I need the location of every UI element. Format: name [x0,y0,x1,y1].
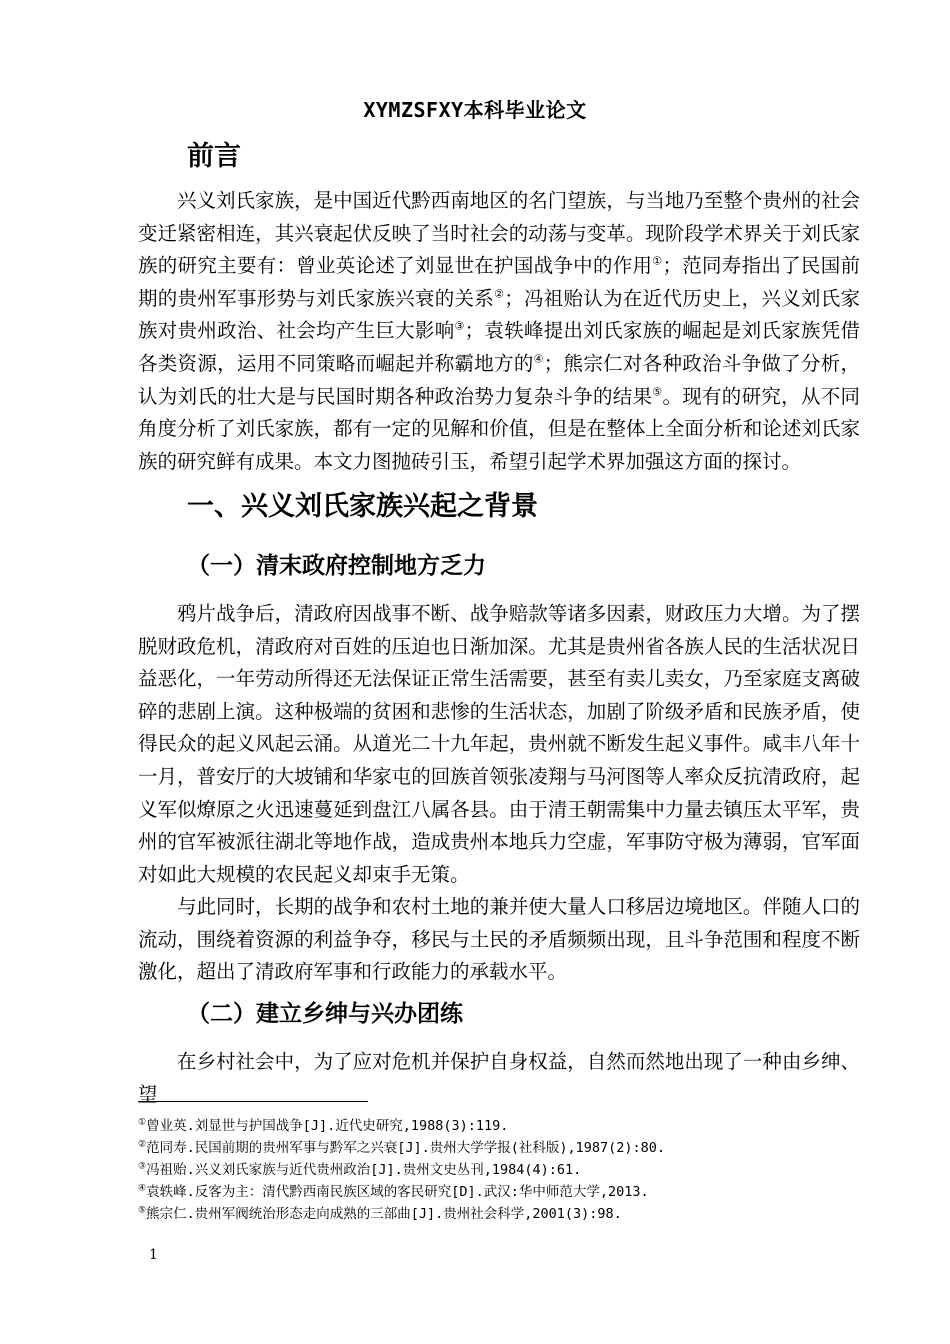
footnote-mark: ③ [138,1161,147,1172]
text-run: ；冯祖贻认为在近代历史上，兴义刘氏家族对贵州政治、社会均产生巨大影响 [138,286,860,343]
preface-paragraph [138,185,860,478]
footnote-ref: ② [494,287,505,301]
body-paragraph: 鸦片战争后，清政府因战事不断、战争赔款等诸多因素，财政压力大增。为了摆脱财政危机，清政府对百姓的压迫也日渐加深。尤其是贵州省各族人民的生活状况日益恶化，一年劳动所得还无法保证正常生活需要，甚至有卖儿卖女，乃至家庭支离破碎的悲剧上演。这种极端的贫困和悲惨的生活状态，加剧了阶级矛盾和民族矛盾，使得民众的起义风起云涌。从道光二十九年起，贵州就不断发生起义事件。咸丰八年十一月，普安厅的大坡铺和华家屯的回族首领张凌翔与马河图等人率众反抗清政府，起义军似燎原之火迅速蔓延到盘江八属各县。由于清王朝需集中力量去镇压太平军，贵州的官军被派往湖北等地作战，造成贵州本地兵力空虚，军事防守极为薄弱，官军面对如此大规模的农民起义却束手无策。 [138,602,860,886]
footnote-item [138,1159,858,1181]
subsection-heading: （一）清末政府控制地方乏力 [187,553,486,579]
footnote-text: 熊宗仁.贵州军阀统治形态走向成熟的三部曲[J].贵州社会科学,2001(3):98. [146,1206,622,1222]
footnote-item [138,1115,858,1137]
footnotes-list [138,1115,858,1225]
footnote-mark: ⑤ [138,1205,147,1216]
text-run: ；熊宗仁对各种政治斗争做了分析，认为刘氏的壮大是与民国时期各种政治势力复杂斗争的结果 [138,351,860,408]
footnote-text: 袁轶峰.反客为主：清代黔西南民族区域的客民研究[D].武汉:华中师范大学,2013. [146,1184,649,1200]
footnote-separator [138,1101,368,1102]
footnote-ref: ④ [533,352,544,366]
preface-heading: 前言 [187,141,241,172]
text-run: ；袁轶峰提出刘氏家族的崛起是刘氏家族凭借各类资源，运用不同策略而崛起并称霸地方的 [138,319,860,375]
footnote-mark: ① [138,1117,147,1128]
footnote-ref: ⑤ [652,385,663,399]
text-run: 。现有的研究，从不同角度分析了刘氏家族，都有一定的见解和价值，但是在整体上全面分析和论述刘氏家族的研究鲜有成果。本文力图抛砖引玉，希望引起学术界加强这方面的探讨。 [138,384,860,473]
text-run: 兴义刘氏家族，是中国近代黔西南地区的名门望族，与当地乃至整个贵州的社会变迁紧密相连，其兴衰起伏反映了当时社会的动荡与变革。现阶段学术界关于刘氏家族的研究主要有：曾业英论述了刘显世在护国战争中的作用 [138,189,860,278]
section-heading: 一、兴义刘氏家族兴起之背景 [187,491,538,522]
footnote-mark: ② [138,1139,147,1150]
body-paragraph: 与此同时，长期的战争和农村土地的兼并使大量人口移居边境地区。伴随人口的流动，围绕着资源的利益争夺，移民与土民的矛盾频频出现，且斗争范围和程度不断激化，超出了清政府军事和行政能力的承载水平。 [138,895,860,984]
body-paragraph: 在乡村社会中，为了应对危机并保护自身权益，自然而然地出现了一种由乡绅、望 [138,1050,860,1106]
footnote-item [138,1137,858,1159]
footnote-item [138,1181,858,1203]
footnote-mark: ④ [138,1183,147,1194]
footnote-ref: ③ [454,319,465,333]
footnote-text: 冯祖贻.兴义刘氏家族与近代贵州政治[J].贵州文史丛刊,1984(4):61. [146,1162,582,1178]
footnote-text: 范同寿.民国前期的贵州军事与黔军之兴衰[J].贵州大学学报(社科版),1987(2):80. [146,1140,666,1156]
footnote-ref: ① [652,254,663,268]
page-number: 1 [149,1247,158,1263]
footnote-text: 曾业英.刘显世与护国战争[J].近代史研究,1988(3):119. [146,1118,509,1134]
page-header: XYMZSFXY本科毕业论文 [363,98,587,122]
subsection-heading: （二）建立乡绅与兴办团练 [187,1001,463,1027]
text-run: ；范同寿指出了民国前期的贵州军事形势与刘氏家族兴衰的关系 [138,254,860,310]
footnote-item [138,1203,858,1225]
